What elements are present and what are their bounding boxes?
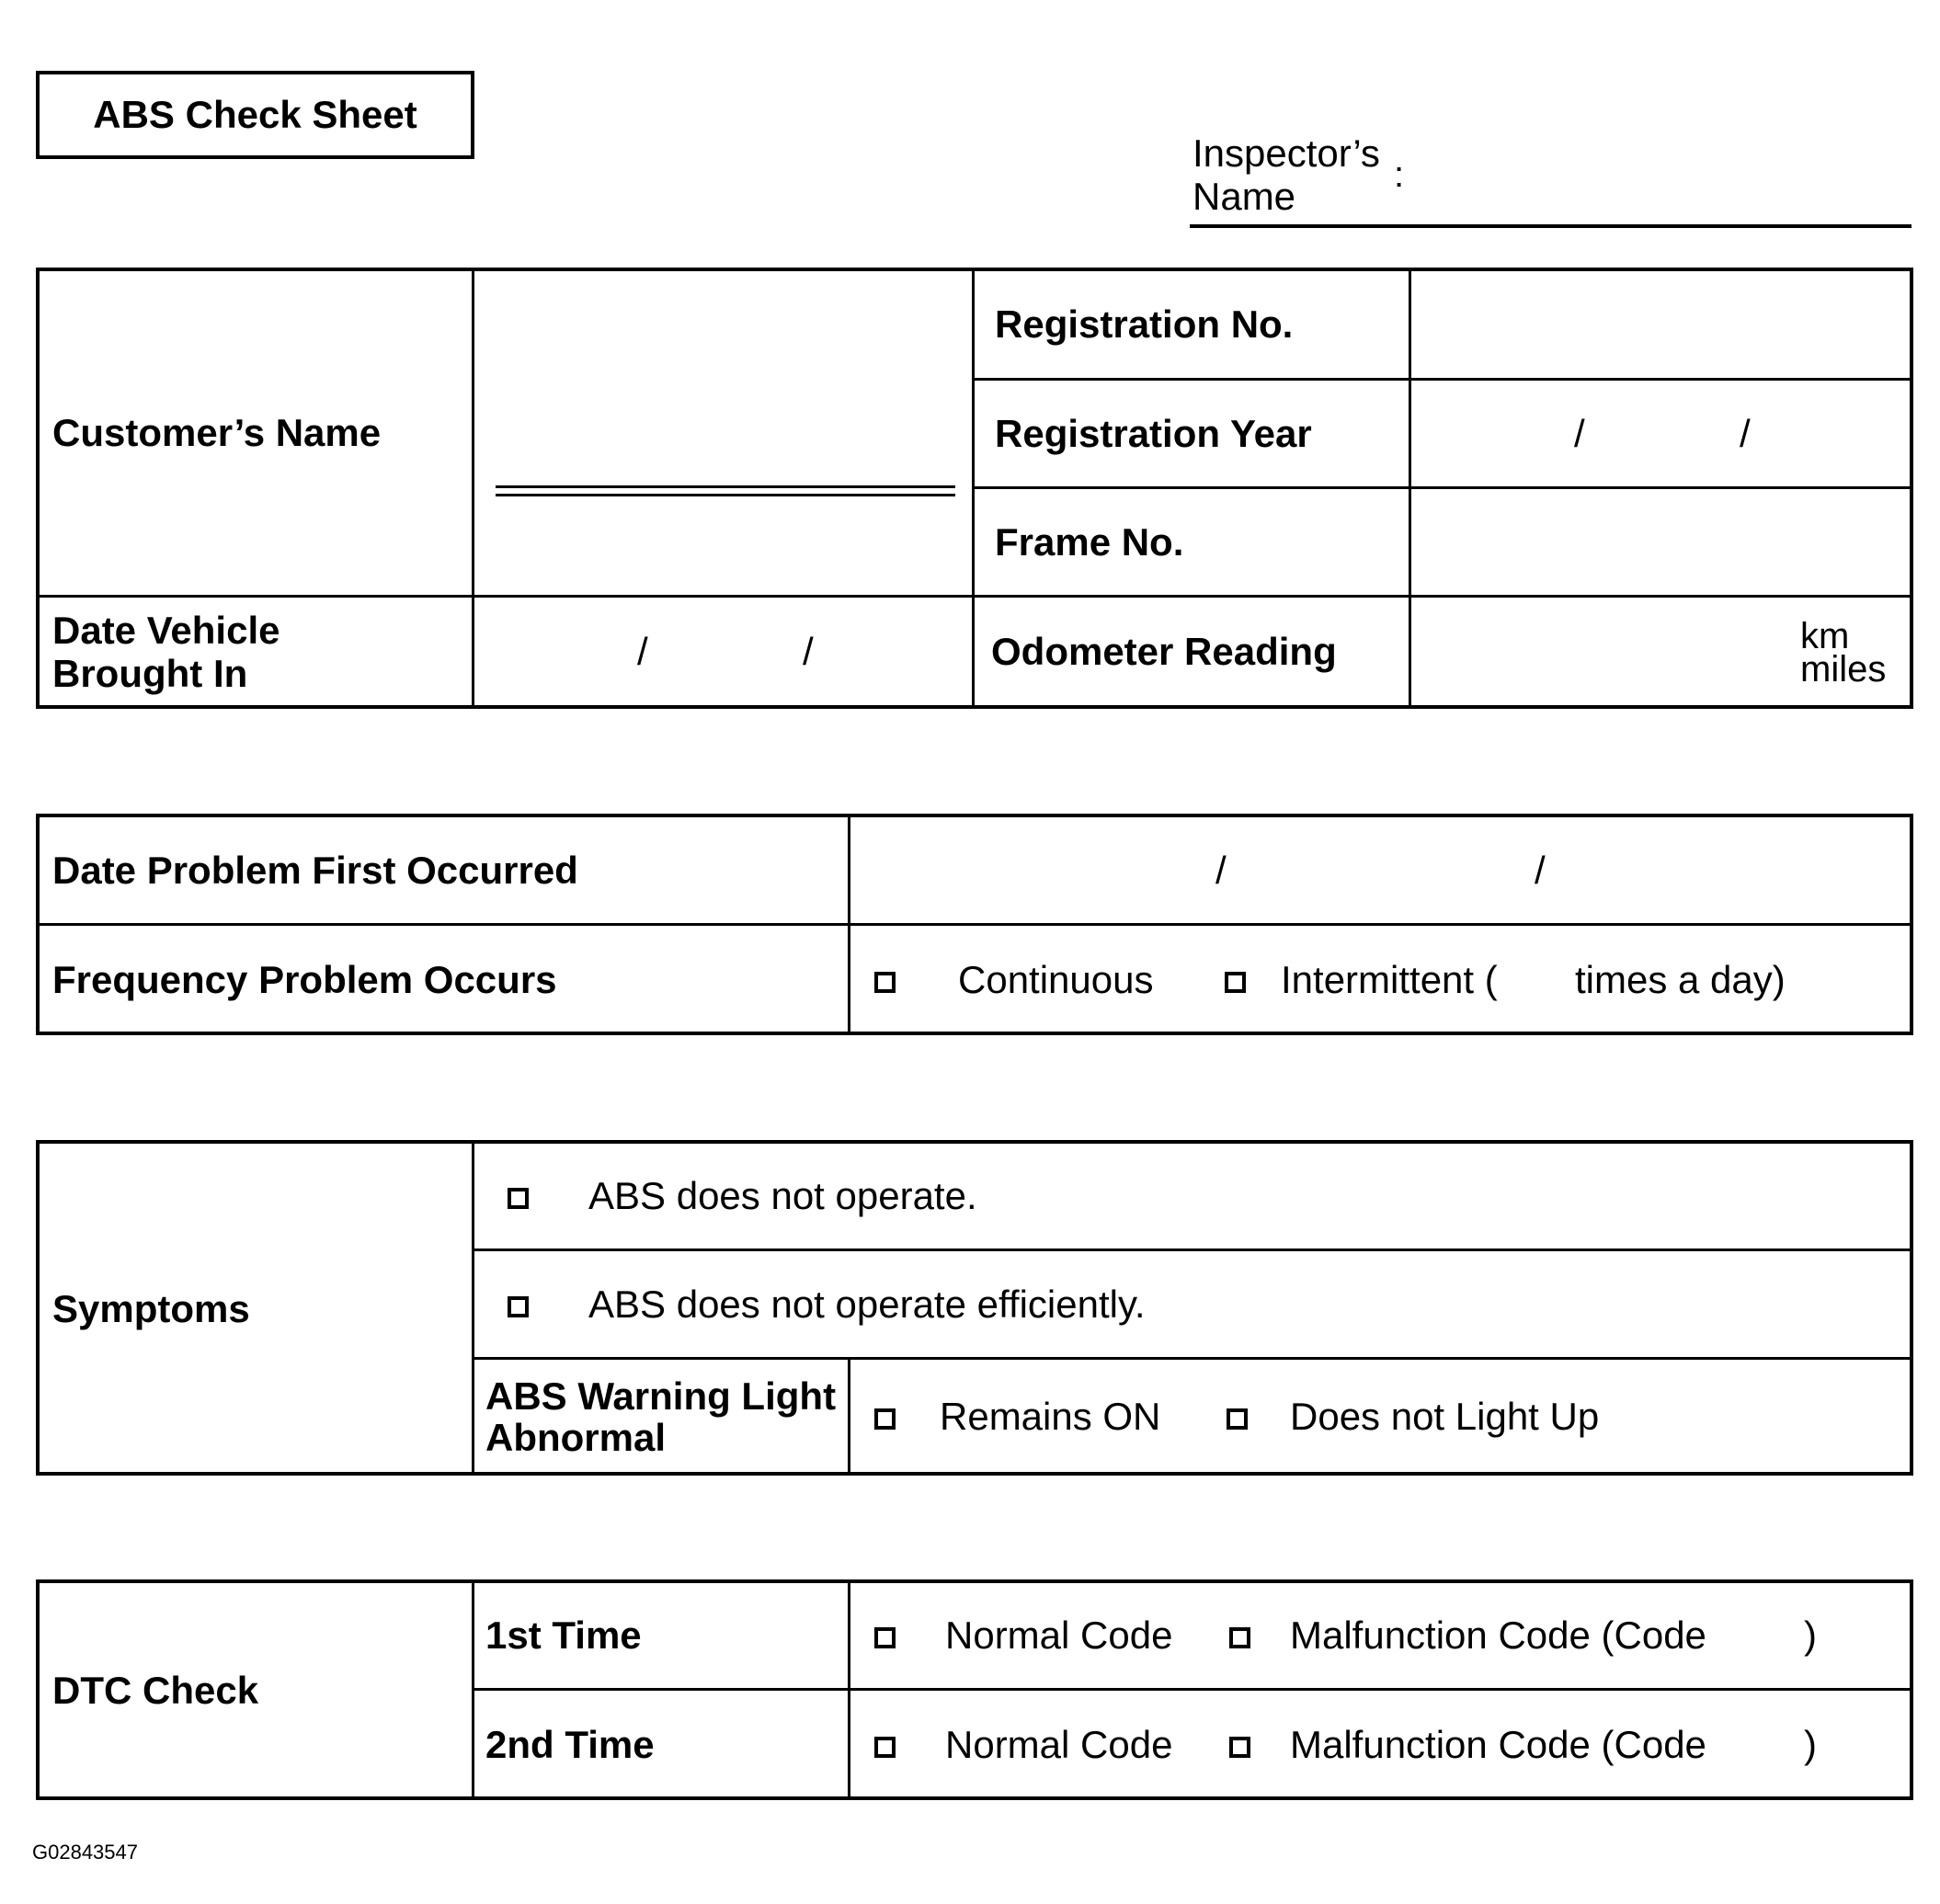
second-time-text: 2nd Time [485,1722,655,1766]
normal-code-checkbox[interactable] [874,1627,896,1648]
double-underline-bottom [496,494,955,496]
continuous-label: Continuous [958,957,1154,1001]
inspector-label [1193,131,1380,218]
sheet-title: ABS Check Sheet [36,71,474,159]
frame-no-field[interactable] [1411,489,1910,598]
abs-not-operate-checkbox[interactable] [508,1188,529,1209]
date-first-occurred-text: Date Problem First Occurred [52,848,578,892]
malfunction-code-label: Malfunction Code (Code [1290,1722,1706,1766]
frequency-label [40,926,850,1033]
figure-code: G02843547 [32,1841,138,1864]
second-time-options [850,1691,1910,1798]
intermittent-checkbox[interactable] [1225,972,1246,993]
registration-year-text: Registration Year [995,411,1312,455]
inspector-label-line2: Name [1193,175,1296,218]
registration-no-label [975,271,1411,381]
odometer-label [975,598,1411,705]
symptom-row-2 [474,1251,1910,1360]
odometer-text: Odometer Reading [991,629,1337,673]
intermittent-label: Intermittent ( [1281,957,1498,1001]
date-slash: / [1535,848,1546,892]
inspector-name-field[interactable] [1190,224,1911,228]
registration-year-field[interactable] [1411,381,1910,489]
date-slash: / [1574,411,1585,455]
warning-light-line1: ABS Warning Light [485,1374,837,1418]
date-brought-in-line2: Brought In [52,651,248,695]
registration-year-label [975,381,1411,489]
dtc-table [36,1579,1913,1800]
odometer-field[interactable] [1411,598,1910,705]
normal-code-label: Normal Code [945,1613,1173,1657]
date-brought-in-label [40,598,474,705]
not-light-up-checkbox[interactable] [1227,1408,1248,1430]
date-slash: / [1740,411,1751,455]
symptoms-table [36,1140,1913,1476]
date-first-occurred-label [40,817,850,926]
remains-on-checkbox[interactable] [874,1408,896,1430]
customer-name-text: Customer’s Name [52,411,382,454]
abs-not-efficient-checkbox[interactable] [508,1296,529,1317]
second-time-label [474,1691,850,1798]
times-a-day-label: times a day) [1575,957,1786,1001]
symptoms-label [40,1144,474,1474]
customer-name-field[interactable] [474,271,975,598]
customer-name-label [40,271,474,598]
vehicle-info-table [36,268,1913,709]
first-time-text: 1st Time [485,1613,642,1657]
normal-code-label: Normal Code [945,1722,1173,1766]
abs-not-operate-label: ABS does not operate. [588,1174,977,1217]
first-time-label [474,1583,850,1691]
odometer-units [1800,616,1887,690]
frame-no-label [975,489,1411,598]
symptom-row-1 [474,1144,1910,1251]
malfunction-code-checkbox[interactable] [1229,1737,1250,1758]
warning-light-label [474,1360,850,1474]
remains-on-label: Remains ON [940,1395,1161,1438]
continuous-checkbox[interactable] [874,972,896,993]
unit-miles: miles [1800,649,1887,690]
warning-light-line2: Abnormal [485,1416,667,1459]
malfunction-code-checkbox[interactable] [1229,1627,1250,1648]
date-slash: / [637,629,648,673]
inspector-colon: : [1394,154,1405,195]
registration-no-text: Registration No. [995,302,1294,346]
date-brought-in-line1: Date Vehicle [52,608,280,652]
frequency-text: Frequency Problem Occurs [52,957,557,1001]
frame-no-text: Frame No. [995,519,1184,564]
inspector-label-line1: Inspector’s [1193,131,1380,175]
unit-km: km [1800,616,1850,656]
warning-light-options [850,1360,1910,1474]
date-first-occurred-field[interactable] [850,817,1910,926]
code-close-paren: ) [1804,1722,1817,1766]
normal-code-checkbox[interactable] [874,1737,896,1758]
registration-no-field[interactable] [1411,271,1910,381]
malfunction-code-label: Malfunction Code (Code [1290,1613,1706,1657]
frequency-options [850,926,1910,1033]
problem-table [36,814,1913,1035]
double-underline-top [496,485,955,488]
abs-not-efficient-label: ABS does not operate efficiently. [588,1282,1146,1326]
date-slash: / [803,629,814,673]
not-light-up-label: Does not Light Up [1290,1395,1600,1438]
dtc-check-label [40,1583,474,1798]
date-brought-in-field[interactable] [474,598,975,705]
date-slash: / [1215,848,1227,892]
dtc-check-text: DTC Check [52,1669,259,1712]
code-close-paren: ) [1804,1613,1817,1657]
symptoms-text: Symptoms [52,1286,250,1330]
first-time-options [850,1583,1910,1691]
